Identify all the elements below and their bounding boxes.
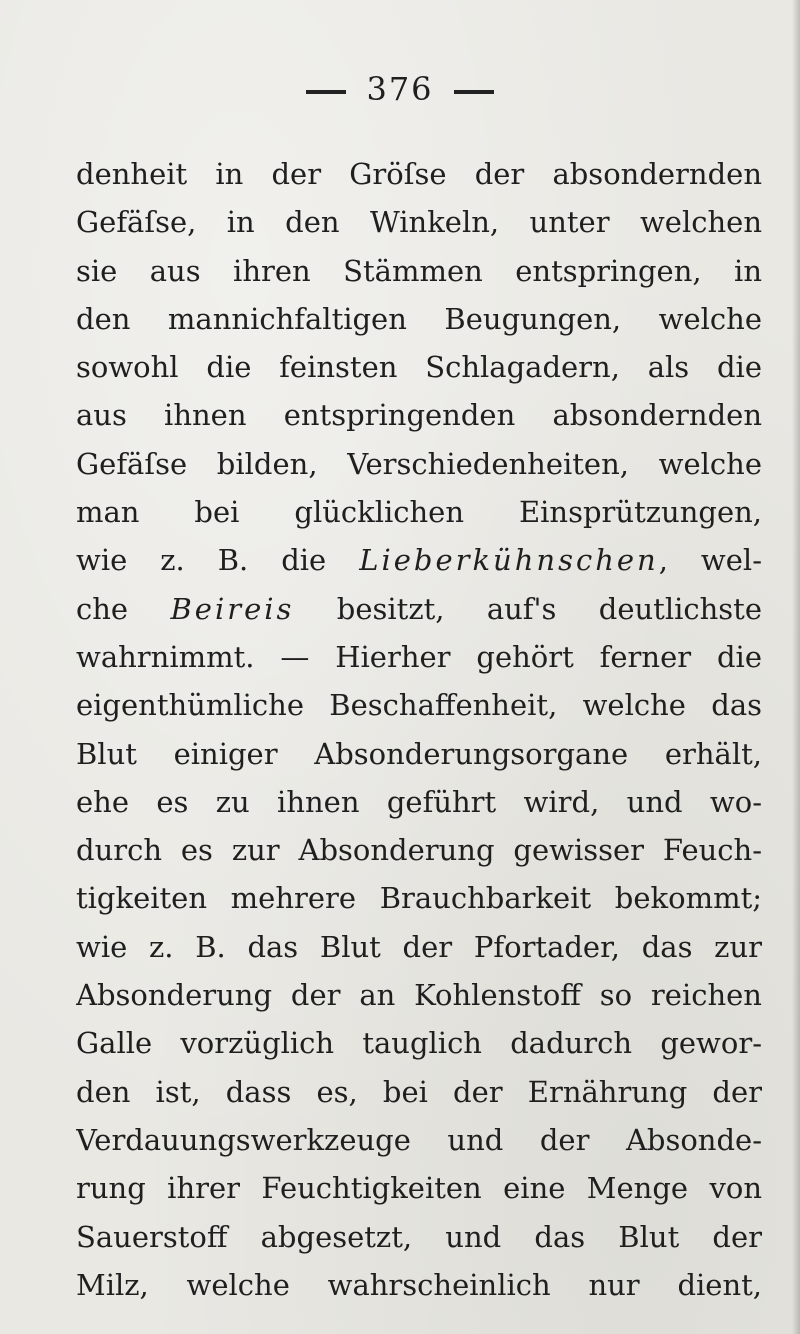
text-line: aus ihnen entspringenden absondernden: [76, 398, 762, 433]
text-segment: wie z. B. die: [76, 543, 360, 578]
emphasized-name: Beireis: [170, 591, 295, 626]
text-line: denheit in der Gröſse der absondernden: [76, 157, 762, 191]
text-line: sowohl die feinsten Schlagadern, als die: [76, 350, 762, 385]
text-line: Galle vorzüglich tauglich dadurch gewor-: [76, 1026, 762, 1061]
text-line: Absonderung der an Kohlenstoff so reichen: [76, 978, 762, 1013]
text-line: wie z. B. das Blut der Pfortader, das zur: [76, 929, 762, 964]
page-header: [0, 70, 800, 108]
text-line: Blut einiger Absonderungsorgane erhält,: [76, 736, 762, 771]
text-line: Verdauungswerkzeuge und der Absonde-: [76, 1122, 762, 1157]
text-line: tigkeiten mehrere Brauchbarkeit bekommt;: [76, 881, 762, 916]
text-line-with-emphasis: [76, 585, 762, 633]
text-line: Gefäſse bilden, Verschiedenheiten, welche: [76, 446, 762, 481]
text-line: sie aus ihren Stämmen entspringen, in: [76, 253, 762, 288]
page-edge-shadow: [792, 0, 800, 1334]
text-line: durch es zur Absonderung gewisser Feuch-: [76, 833, 762, 868]
page-number: 376: [366, 70, 434, 108]
body-text: [76, 150, 762, 1309]
header-dash-left: [306, 90, 346, 94]
text-line: man bei glücklichen Einsprützungen,: [76, 495, 762, 530]
text-line: den mannichfaltigen Beugungen, welche: [76, 301, 762, 336]
text-line: Milz, welche wahrscheinlich nur dient,: [76, 1267, 762, 1302]
text-line: rung ihrer Feuchtigkeiten eine Menge von: [76, 1171, 762, 1206]
text-segment: besitzt, auf's deutlichste: [294, 591, 762, 626]
text-line: wahrnimmt. — Hierher gehört ferner die: [76, 639, 762, 674]
text-segment: che: [76, 591, 171, 626]
text-line: den ist, dass es, bei der Ernährung der: [76, 1074, 762, 1109]
text-segment: , wel-: [658, 543, 762, 578]
text-line: ehe es zu ihnen geführt wird, und wo-: [76, 784, 762, 819]
text-line: Sauerstoff abgesetzt, und das Blut der: [76, 1219, 762, 1254]
emphasized-name: Lieberkühnschen: [359, 543, 659, 578]
text-line: eigenthümliche Beschaffenheit, welche das: [76, 688, 762, 723]
text-line-with-emphasis: [76, 536, 762, 584]
header-dash-right: [454, 90, 494, 94]
text-line: Gefäſse, in den Winkeln, unter welchen: [76, 205, 762, 240]
